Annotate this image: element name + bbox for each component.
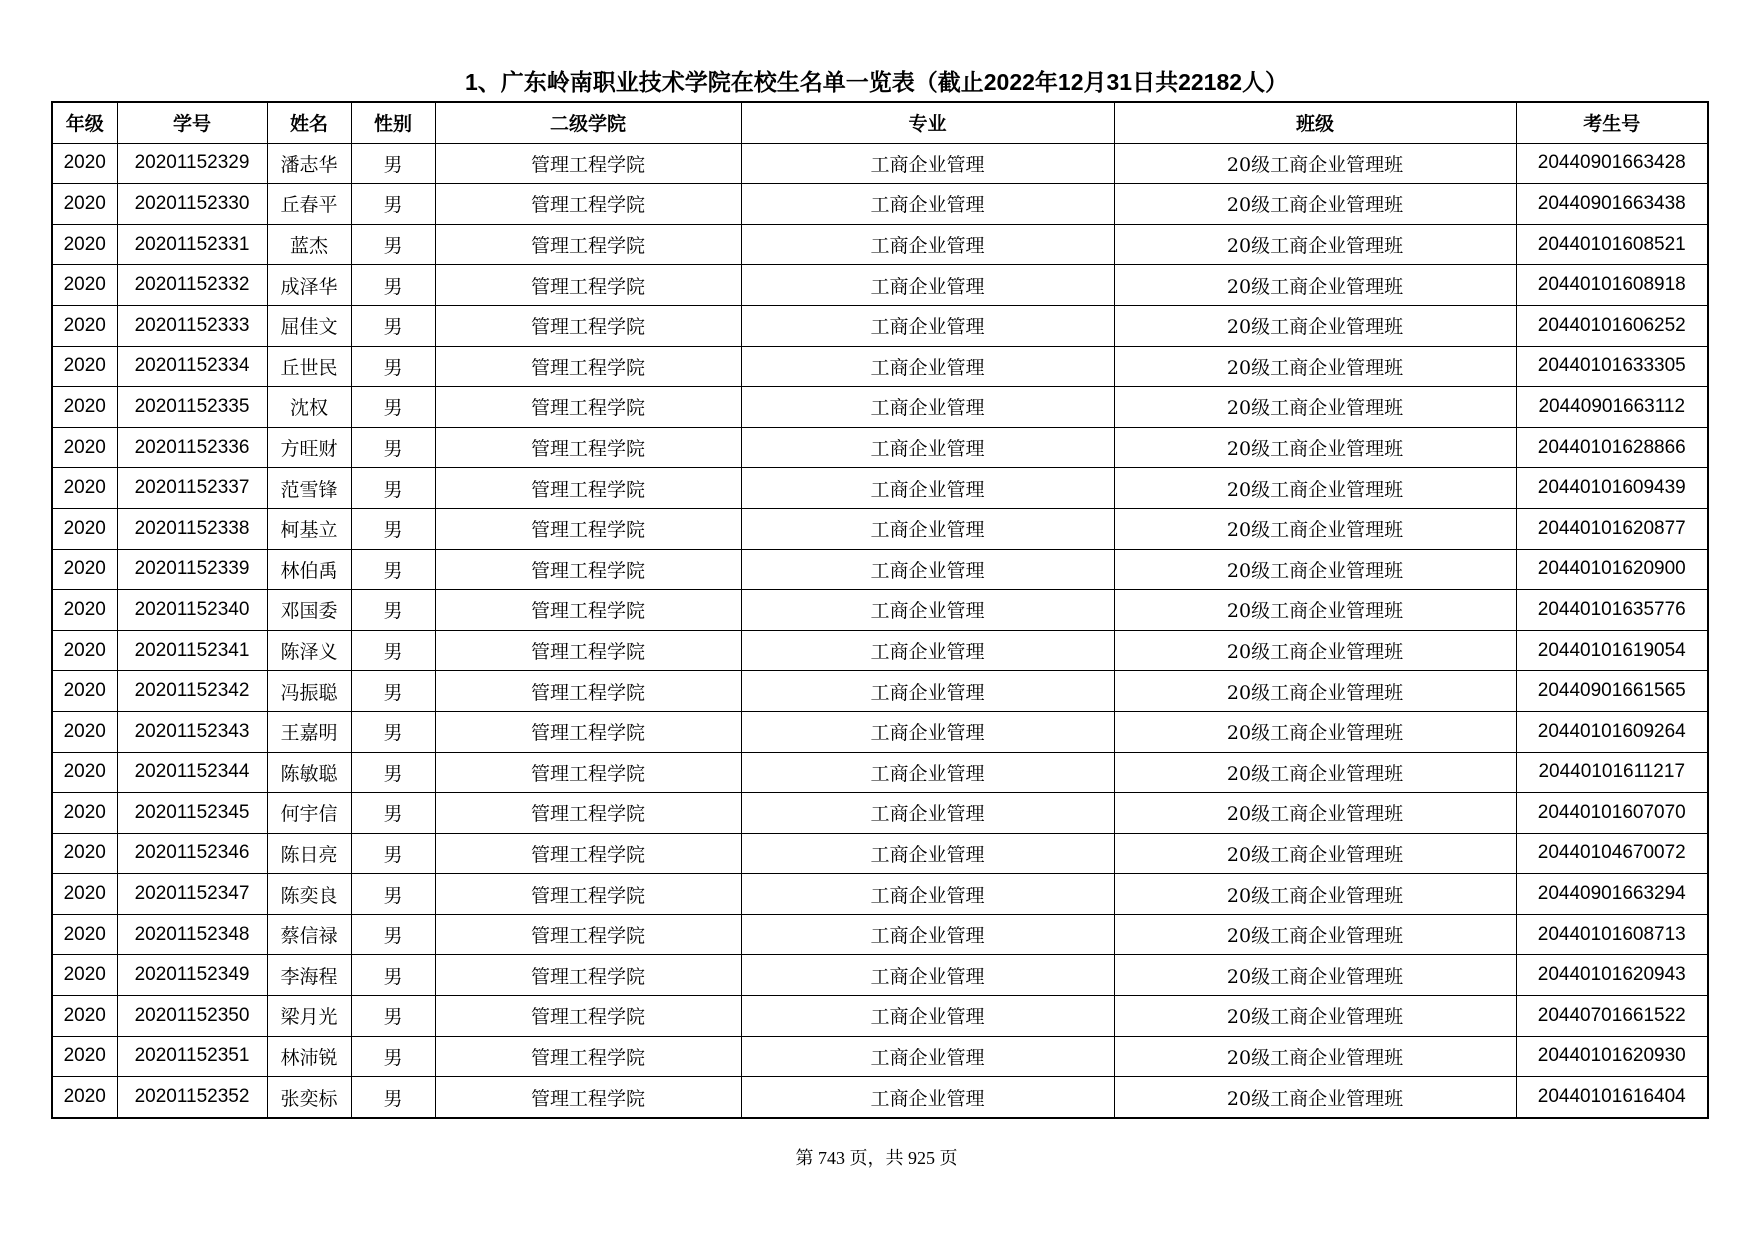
major-cell: 工商企业管理 (741, 752, 1114, 793)
college-cell: 管理工程学院 (435, 265, 741, 306)
class-cell: 20级工商企业管理班 (1114, 427, 1516, 468)
exam-number-cell: 20440101609439 (1516, 468, 1708, 509)
student-id-cell: 20201152343 (117, 711, 267, 752)
college-cell: 管理工程学院 (435, 914, 741, 955)
exam-number-cell: 20440101606252 (1516, 305, 1708, 346)
college-cell: 管理工程学院 (435, 955, 741, 996)
grade-cell: 2020 (52, 305, 117, 346)
name-cell: 何宇信 (267, 793, 351, 834)
page-footer: 第 743 页，共 925 页 (795, 1148, 958, 1168)
name-cell: 沈权 (267, 387, 351, 428)
gender-cell: 男 (351, 833, 435, 874)
major-cell: 工商企业管理 (741, 590, 1114, 631)
table-row (52, 549, 1708, 590)
student-id-cell: 20201152337 (117, 468, 267, 509)
class-cell: 20级工商企业管理班 (1114, 1077, 1516, 1118)
student-id-cell: 20201152346 (117, 833, 267, 874)
class-cell: 20级工商企业管理班 (1114, 184, 1516, 225)
college-cell: 管理工程学院 (435, 549, 741, 590)
grade-cell: 2020 (52, 996, 117, 1037)
class-cell: 20级工商企业管理班 (1114, 265, 1516, 306)
name-cell: 陈泽义 (267, 630, 351, 671)
college-cell: 管理工程学院 (435, 671, 741, 712)
major-cell: 工商企业管理 (741, 265, 1114, 306)
college-cell: 管理工程学院 (435, 184, 741, 225)
name-cell: 成泽华 (267, 265, 351, 306)
college-cell: 管理工程学院 (435, 387, 741, 428)
student-id-cell: 20201152332 (117, 265, 267, 306)
class-cell: 20级工商企业管理班 (1114, 387, 1516, 428)
grade-cell: 2020 (52, 508, 117, 549)
page-title: 1、广东岭南职业技术学院在校生名单一览表（截止2022年12月31日共22182人） (464, 69, 1289, 95)
table-row (52, 1036, 1708, 1077)
name-cell: 范雪锋 (267, 468, 351, 509)
major-cell: 工商企业管理 (741, 630, 1114, 671)
grade-cell: 2020 (52, 590, 117, 631)
table-row (52, 184, 1708, 225)
grade-cell: 2020 (52, 468, 117, 509)
college-cell: 管理工程学院 (435, 1077, 741, 1118)
college-cell: 管理工程学院 (435, 224, 741, 265)
student-id-cell: 20201152350 (117, 996, 267, 1037)
student-id-cell: 20201152336 (117, 427, 267, 468)
college-cell: 管理工程学院 (435, 752, 741, 793)
grade-cell: 2020 (52, 1077, 117, 1118)
gender-cell: 男 (351, 305, 435, 346)
major-cell: 工商企业管理 (741, 671, 1114, 712)
table-row (52, 305, 1708, 346)
exam-number-cell: 20440101608521 (1516, 224, 1708, 265)
grade-cell: 2020 (52, 874, 117, 915)
class-cell: 20级工商企业管理班 (1114, 752, 1516, 793)
name-cell: 林伯禹 (267, 549, 351, 590)
gender-cell: 男 (351, 265, 435, 306)
grade-cell: 2020 (52, 427, 117, 468)
gender-cell: 男 (351, 508, 435, 549)
major-cell: 工商企业管理 (741, 143, 1114, 184)
name-cell: 王嘉明 (267, 711, 351, 752)
name-cell: 柯基立 (267, 508, 351, 549)
table-row (52, 1077, 1708, 1118)
major-cell: 工商企业管理 (741, 874, 1114, 915)
grade-cell: 2020 (52, 914, 117, 955)
gender-cell: 男 (351, 590, 435, 631)
student-id-cell: 20201152333 (117, 305, 267, 346)
gender-cell: 男 (351, 671, 435, 712)
class-cell: 20级工商企业管理班 (1114, 955, 1516, 996)
column-header-major: 专业 (741, 102, 1114, 143)
student-id-cell: 20201152329 (117, 143, 267, 184)
grade-cell: 2020 (52, 793, 117, 834)
college-cell: 管理工程学院 (435, 305, 741, 346)
student-id-cell: 20201152338 (117, 508, 267, 549)
exam-number-cell: 20440901661565 (1516, 671, 1708, 712)
college-cell: 管理工程学院 (435, 468, 741, 509)
student-id-cell: 20201152340 (117, 590, 267, 631)
table-row (52, 874, 1708, 915)
class-cell: 20级工商企业管理班 (1114, 346, 1516, 387)
name-cell: 潘志华 (267, 143, 351, 184)
class-cell: 20级工商企业管理班 (1114, 914, 1516, 955)
student-id-cell: 20201152349 (117, 955, 267, 996)
class-cell: 20级工商企业管理班 (1114, 1036, 1516, 1077)
name-cell: 蔡信禄 (267, 914, 351, 955)
college-cell: 管理工程学院 (435, 143, 741, 184)
gender-cell: 男 (351, 630, 435, 671)
class-cell: 20级工商企业管理班 (1114, 630, 1516, 671)
exam-number-cell: 20440901663428 (1516, 143, 1708, 184)
major-cell: 工商企业管理 (741, 955, 1114, 996)
column-header-grade: 年级 (52, 102, 117, 143)
class-cell: 20级工商企业管理班 (1114, 671, 1516, 712)
column-header-student-id: 学号 (117, 102, 267, 143)
major-cell: 工商企业管理 (741, 1077, 1114, 1118)
column-header-college: 二级学院 (435, 102, 741, 143)
table-row (52, 752, 1708, 793)
student-id-cell: 20201152344 (117, 752, 267, 793)
name-cell: 丘世民 (267, 346, 351, 387)
grade-cell: 2020 (52, 671, 117, 712)
column-header-gender: 性别 (351, 102, 435, 143)
name-cell: 陈敏聪 (267, 752, 351, 793)
grade-cell: 2020 (52, 833, 117, 874)
gender-cell: 男 (351, 468, 435, 509)
grade-cell: 2020 (52, 387, 117, 428)
gender-cell: 男 (351, 427, 435, 468)
exam-number-cell: 20440101616404 (1516, 1077, 1708, 1118)
major-cell: 工商企业管理 (741, 224, 1114, 265)
gender-cell: 男 (351, 1077, 435, 1118)
table-row (52, 143, 1708, 184)
column-header-exam-number: 考生号 (1516, 102, 1708, 143)
exam-number-cell: 20440101628866 (1516, 427, 1708, 468)
college-cell: 管理工程学院 (435, 1036, 741, 1077)
exam-number-cell: 20440101608713 (1516, 914, 1708, 955)
college-cell: 管理工程学院 (435, 793, 741, 834)
grade-cell: 2020 (52, 1036, 117, 1077)
gender-cell: 男 (351, 184, 435, 225)
gender-cell: 男 (351, 914, 435, 955)
gender-cell: 男 (351, 346, 435, 387)
name-cell: 屈佳文 (267, 305, 351, 346)
table-row (52, 955, 1708, 996)
major-cell: 工商企业管理 (741, 549, 1114, 590)
table-row (52, 387, 1708, 428)
exam-number-cell: 20440101619054 (1516, 630, 1708, 671)
gender-cell: 男 (351, 793, 435, 834)
exam-number-cell: 20440101609264 (1516, 711, 1708, 752)
major-cell: 工商企业管理 (741, 468, 1114, 509)
name-cell: 陈日亮 (267, 833, 351, 874)
exam-number-cell: 20440101607070 (1516, 793, 1708, 834)
college-cell: 管理工程学院 (435, 508, 741, 549)
column-header-class: 班级 (1114, 102, 1516, 143)
gender-cell: 男 (351, 752, 435, 793)
student-id-cell: 20201152347 (117, 874, 267, 915)
name-cell: 陈奕良 (267, 874, 351, 915)
student-id-cell: 20201152341 (117, 630, 267, 671)
name-cell: 张奕标 (267, 1077, 351, 1118)
gender-cell: 男 (351, 387, 435, 428)
table-row (52, 590, 1708, 631)
table-header-row (52, 102, 1708, 143)
exam-number-cell: 20440104670072 (1516, 833, 1708, 874)
student-id-cell: 20201152331 (117, 224, 267, 265)
table-body (52, 143, 1708, 1118)
college-cell: 管理工程学院 (435, 711, 741, 752)
table-row (52, 508, 1708, 549)
major-cell: 工商企业管理 (741, 508, 1114, 549)
name-cell: 梁月光 (267, 996, 351, 1037)
exam-number-cell: 20440101633305 (1516, 346, 1708, 387)
class-cell: 20级工商企业管理班 (1114, 590, 1516, 631)
class-cell: 20级工商企业管理班 (1114, 224, 1516, 265)
table-row (52, 996, 1708, 1037)
exam-number-cell: 20440101620943 (1516, 955, 1708, 996)
grade-cell: 2020 (52, 143, 117, 184)
name-cell: 林沛锐 (267, 1036, 351, 1077)
table-row (52, 630, 1708, 671)
college-cell: 管理工程学院 (435, 427, 741, 468)
student-id-cell: 20201152351 (117, 1036, 267, 1077)
table-row (52, 265, 1708, 306)
exam-number-cell: 20440901663438 (1516, 184, 1708, 225)
grade-cell: 2020 (52, 752, 117, 793)
gender-cell: 男 (351, 1036, 435, 1077)
gender-cell: 男 (351, 143, 435, 184)
gender-cell: 男 (351, 996, 435, 1037)
major-cell: 工商企业管理 (741, 387, 1114, 428)
name-cell: 丘春平 (267, 184, 351, 225)
major-cell: 工商企业管理 (741, 427, 1114, 468)
major-cell: 工商企业管理 (741, 711, 1114, 752)
student-id-cell: 20201152334 (117, 346, 267, 387)
table-row (52, 468, 1708, 509)
student-roster-table (51, 101, 1709, 1119)
name-cell: 蓝杰 (267, 224, 351, 265)
gender-cell: 男 (351, 224, 435, 265)
major-cell: 工商企业管理 (741, 996, 1114, 1037)
exam-number-cell: 20440901663112 (1516, 387, 1708, 428)
student-id-cell: 20201152330 (117, 184, 267, 225)
gender-cell: 男 (351, 549, 435, 590)
class-cell: 20级工商企业管理班 (1114, 711, 1516, 752)
college-cell: 管理工程学院 (435, 630, 741, 671)
major-cell: 工商企业管理 (741, 184, 1114, 225)
student-id-cell: 20201152339 (117, 549, 267, 590)
class-cell: 20级工商企业管理班 (1114, 874, 1516, 915)
class-cell: 20级工商企业管理班 (1114, 793, 1516, 834)
major-cell: 工商企业管理 (741, 305, 1114, 346)
table-row (52, 427, 1708, 468)
name-cell: 李海程 (267, 955, 351, 996)
grade-cell: 2020 (52, 630, 117, 671)
table-row (52, 914, 1708, 955)
gender-cell: 男 (351, 874, 435, 915)
table-row (52, 711, 1708, 752)
major-cell: 工商企业管理 (741, 346, 1114, 387)
major-cell: 工商企业管理 (741, 793, 1114, 834)
name-cell: 冯振聪 (267, 671, 351, 712)
class-cell: 20级工商企业管理班 (1114, 549, 1516, 590)
grade-cell: 2020 (52, 346, 117, 387)
grade-cell: 2020 (52, 711, 117, 752)
exam-number-cell: 20440101620930 (1516, 1036, 1708, 1077)
college-cell: 管理工程学院 (435, 996, 741, 1037)
college-cell: 管理工程学院 (435, 874, 741, 915)
exam-number-cell: 20440101611217 (1516, 752, 1708, 793)
table-row (52, 671, 1708, 712)
exam-number-cell: 20440101608918 (1516, 265, 1708, 306)
college-cell: 管理工程学院 (435, 833, 741, 874)
exam-number-cell: 20440101620877 (1516, 508, 1708, 549)
table-row (52, 224, 1708, 265)
table-row (52, 833, 1708, 874)
student-id-cell: 20201152342 (117, 671, 267, 712)
major-cell: 工商企业管理 (741, 914, 1114, 955)
student-id-cell: 20201152348 (117, 914, 267, 955)
name-cell: 方旺财 (267, 427, 351, 468)
grade-cell: 2020 (52, 265, 117, 306)
major-cell: 工商企业管理 (741, 833, 1114, 874)
gender-cell: 男 (351, 711, 435, 752)
grade-cell: 2020 (52, 549, 117, 590)
table-row (52, 346, 1708, 387)
grade-cell: 2020 (52, 184, 117, 225)
class-cell: 20级工商企业管理班 (1114, 468, 1516, 509)
class-cell: 20级工商企业管理班 (1114, 508, 1516, 549)
class-cell: 20级工商企业管理班 (1114, 833, 1516, 874)
class-cell: 20级工商企业管理班 (1114, 143, 1516, 184)
exam-number-cell: 20440901663294 (1516, 874, 1708, 915)
exam-number-cell: 20440101620900 (1516, 549, 1708, 590)
grade-cell: 2020 (52, 955, 117, 996)
class-cell: 20级工商企业管理班 (1114, 996, 1516, 1037)
college-cell: 管理工程学院 (435, 346, 741, 387)
college-cell: 管理工程学院 (435, 590, 741, 631)
student-id-cell: 20201152352 (117, 1077, 267, 1118)
column-header-name: 姓名 (267, 102, 351, 143)
exam-number-cell: 20440101635776 (1516, 590, 1708, 631)
student-id-cell: 20201152345 (117, 793, 267, 834)
exam-number-cell: 20440701661522 (1516, 996, 1708, 1037)
table-row (52, 793, 1708, 834)
class-cell: 20级工商企业管理班 (1114, 305, 1516, 346)
student-id-cell: 20201152335 (117, 387, 267, 428)
name-cell: 邓国委 (267, 590, 351, 631)
gender-cell: 男 (351, 955, 435, 996)
major-cell: 工商企业管理 (741, 1036, 1114, 1077)
grade-cell: 2020 (52, 224, 117, 265)
